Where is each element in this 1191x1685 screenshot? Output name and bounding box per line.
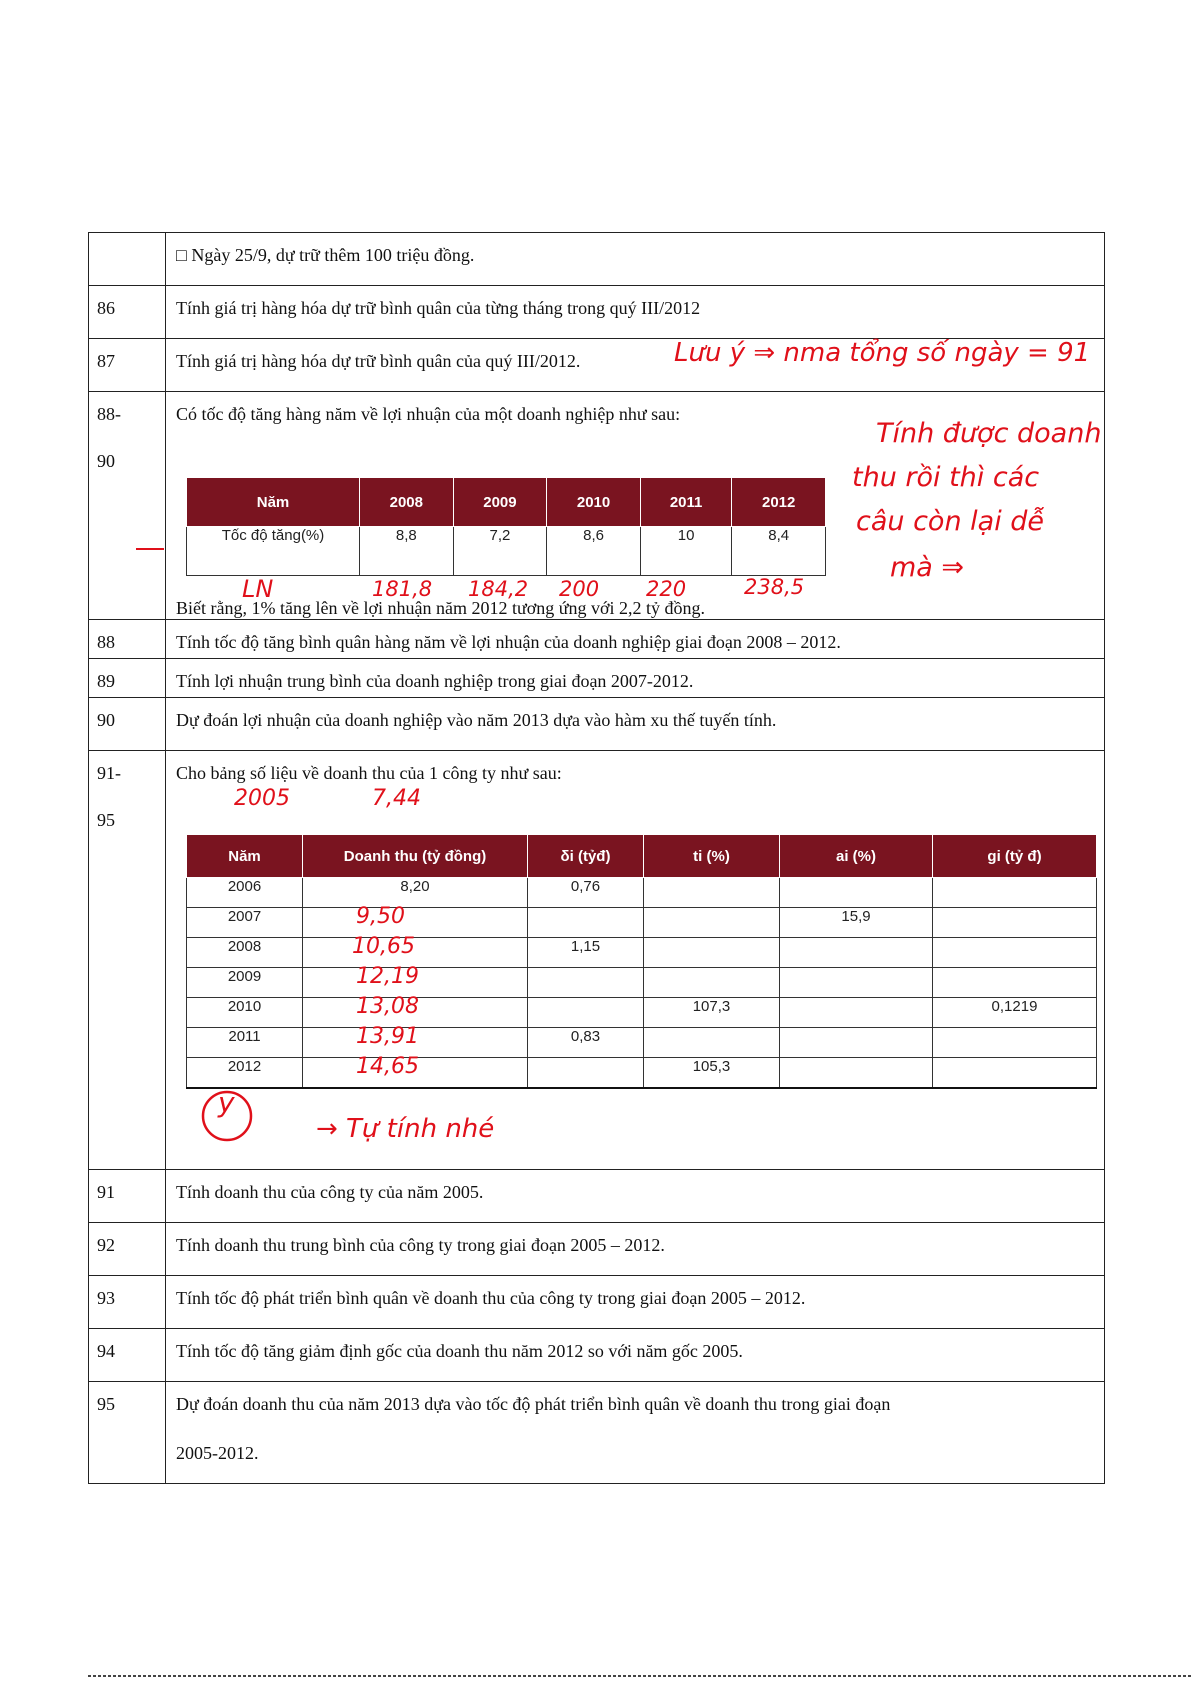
revenue-row — [187, 878, 1097, 908]
handwritten-revenue: 13,91 — [356, 1024, 419, 1049]
profit-header-row — [187, 478, 826, 527]
table-row — [89, 620, 1105, 659]
row-number: 92 — [89, 1223, 166, 1276]
handwritten-ln-value: 200 — [559, 577, 600, 601]
data-cell: 8,4 — [732, 527, 826, 576]
table-row — [89, 659, 1105, 698]
header-cell: 2009 — [453, 478, 547, 527]
handwritten-ln-value: 184,2 — [468, 577, 529, 601]
data-cell: 107,3 — [644, 998, 780, 1028]
row-text-line: Dự đoán doanh thu của năm 2013 dựa vào tốc độ phát triển bình quân về doanh thu trong giai đoạn — [176, 1394, 891, 1414]
header-cell: gi (tỷ đ) — [933, 835, 1097, 878]
handwritten-ln-value: 181,8 — [372, 577, 433, 601]
revenue-row — [187, 1028, 1097, 1058]
row-number — [89, 233, 166, 286]
data-cell — [933, 1058, 1097, 1089]
revenue-row — [187, 998, 1097, 1028]
data-cell: 0,76 — [528, 878, 644, 908]
header-cell: 2008 — [360, 478, 454, 527]
data-cell — [780, 968, 933, 998]
row-number: 95 — [89, 1382, 166, 1484]
data-cell: 10 — [640, 527, 731, 576]
data-cell: 2012 — [187, 1058, 303, 1089]
data-cell: 2006 — [187, 878, 303, 908]
header-cell: Doanh thu (tỷ đồng) — [303, 835, 528, 878]
revenue-row — [187, 908, 1097, 938]
handwritten-note-87: Lưu ý ⇒ nma tổng số ngày = 91 — [674, 338, 1091, 368]
data-cell — [644, 878, 780, 908]
row-text: Tính doanh thu trung bình của công ty trong giai đoạn 2005 – 2012. — [166, 1223, 1105, 1276]
row-text-line: 2005-2012. — [176, 1443, 259, 1463]
data-cell — [933, 968, 1097, 998]
row-text: Dự đoán lợi nhuận của doanh nghiệp vào năm 2013 dựa vào hàm xu thế tuyến tính. — [166, 698, 1105, 751]
data-cell — [644, 938, 780, 968]
handwritten-revenue: 14,65 — [356, 1054, 419, 1079]
row-number-start: 91- — [97, 763, 121, 783]
row-number: 87 — [89, 339, 166, 392]
table-row — [89, 698, 1105, 751]
table-row — [89, 233, 1105, 286]
row-number: 88 — [89, 620, 166, 659]
profit-note: Biết rằng, 1% tăng lên về lợi nhuận năm 2012 tương ứng với 2,2 tỷ đồng. — [176, 598, 705, 618]
revenue-row — [187, 1058, 1097, 1089]
handwritten-note-line: thu rồi thì các — [852, 462, 1040, 493]
data-cell — [780, 1058, 933, 1089]
revenue-figure — [176, 784, 1104, 1169]
row-number: 86 — [89, 286, 166, 339]
handwritten-circled-y: y — [218, 1086, 235, 1119]
data-cell — [644, 908, 780, 938]
data-cell — [933, 1028, 1097, 1058]
data-cell: 15,9 — [780, 908, 933, 938]
row-text: Tính tốc độ tăng bình quân hàng năm về lợi nhuận của doanh nghiệp giai đoạn 2008 – 2012. — [166, 620, 1105, 659]
header-cell: ti (%) — [644, 835, 780, 878]
data-cell — [528, 908, 644, 938]
header-cell: 2011 — [640, 478, 731, 527]
profit-data-row — [187, 527, 826, 576]
handwritten-revenue: 10,65 — [352, 934, 415, 959]
row-text: Tính tốc độ phát triển bình quân về doanh thu của công ty trong giai đoạn 2005 – 2012. — [166, 1276, 1105, 1329]
table-row — [89, 1276, 1105, 1329]
data-cell: 2008 — [187, 938, 303, 968]
data-cell — [644, 1028, 780, 1058]
handwritten-year-2005: 2005 — [234, 786, 290, 811]
row-text: Tính giá trị hàng hóa dự trữ bình quân của từng tháng trong quý III/2012 — [166, 286, 1105, 339]
revenue-row — [187, 938, 1097, 968]
data-cell — [303, 938, 528, 968]
row-number-end: 95 — [97, 810, 115, 830]
row-number: 90 — [89, 698, 166, 751]
header-cell: 2012 — [732, 478, 826, 527]
revenue-row — [187, 968, 1097, 998]
table-row-revenue-block — [89, 751, 1105, 1170]
handwritten-revenue: 13,08 — [356, 994, 419, 1019]
row-text — [166, 1382, 1105, 1484]
row-text: Tính doanh thu của công ty của năm 2005. — [166, 1170, 1105, 1223]
header-cell: 2010 — [547, 478, 641, 527]
data-cell — [528, 968, 644, 998]
row-number — [89, 751, 166, 1170]
data-cell: 2009 — [187, 968, 303, 998]
table-row — [89, 1223, 1105, 1276]
row-number: 91 — [89, 1170, 166, 1223]
handwritten-note-line: mà ⇒ — [890, 552, 965, 583]
data-cell: Tốc độ tăng(%) — [187, 527, 360, 576]
data-cell: 2011 — [187, 1028, 303, 1058]
handwritten-self-calc-note: → Tự tính nhé — [316, 1114, 495, 1144]
data-cell — [528, 1058, 644, 1089]
data-cell: 105,3 — [644, 1058, 780, 1089]
profit-growth-table — [186, 477, 826, 576]
data-cell: 8,6 — [547, 527, 641, 576]
header-cell: ai (%) — [780, 835, 933, 878]
row-text: Tính giá trị hàng hóa dự trữ bình quân của quý III/2012. — [166, 339, 1105, 392]
header-cell: Năm — [187, 835, 303, 878]
data-cell — [303, 908, 528, 938]
handwritten-ln-value: 220 — [646, 577, 687, 601]
data-cell: 1,15 — [528, 938, 644, 968]
data-cell: 2007 — [187, 908, 303, 938]
revenue-intro: Cho bảng số liệu về doanh thu của 1 công ty như sau: — [176, 763, 562, 783]
data-cell: 8,8 — [360, 527, 454, 576]
data-cell: 8,20 — [303, 878, 528, 908]
row-number — [89, 392, 166, 620]
row-number-end: 90 — [97, 451, 115, 471]
header-cell: Năm — [187, 478, 360, 527]
profit-intro: Có tốc độ tăng hàng năm về lợi nhuận của một doanh nghiệp như sau: — [176, 404, 681, 424]
data-cell: 7,2 — [453, 527, 547, 576]
revenue-block — [166, 751, 1105, 1170]
row-number: 93 — [89, 1276, 166, 1329]
data-cell — [933, 878, 1097, 908]
data-cell — [933, 938, 1097, 968]
row-number: 89 — [89, 659, 166, 698]
table-row — [89, 1170, 1105, 1223]
table-row — [89, 286, 1105, 339]
data-cell — [780, 878, 933, 908]
data-cell — [780, 1028, 933, 1058]
data-cell — [644, 968, 780, 998]
handwritten-ln-value: 238,5 — [744, 575, 805, 599]
data-cell — [780, 998, 933, 1028]
row-text: Tính lợi nhuận trung bình của doanh nghiệp trong giai đoạn 2007-2012. — [166, 659, 1105, 698]
table-row — [89, 1382, 1105, 1484]
revenue-header-row — [187, 835, 1097, 878]
row-text: Tính tốc độ tăng giảm định gốc của doanh thu năm 2012 so với năm gốc 2005. — [166, 1329, 1105, 1382]
handwritten-value-2005: 7,44 — [372, 786, 421, 811]
handwritten-ln-label: LN — [242, 575, 274, 603]
data-cell — [528, 998, 644, 1028]
row-number: 94 — [89, 1329, 166, 1382]
header-cell: δi (tỷđ) — [528, 835, 644, 878]
revenue-table — [186, 834, 1097, 1089]
data-cell — [933, 908, 1097, 938]
data-cell: 0,1219 — [933, 998, 1097, 1028]
data-cell — [780, 938, 933, 968]
row-number-start: 88- — [97, 404, 121, 424]
table-row — [89, 1329, 1105, 1382]
handwritten-note-line: câu còn lại dễ — [856, 506, 1045, 537]
handwritten-note-line: Tính được doanh — [876, 418, 1102, 449]
handwritten-revenue: 9,50 — [356, 904, 405, 929]
data-cell: 0,83 — [528, 1028, 644, 1058]
data-cell: 2010 — [187, 998, 303, 1028]
row-text: □ Ngày 25/9, dự trữ thêm 100 triệu đồng. — [166, 233, 1105, 286]
handwritten-revenue: 12,19 — [356, 964, 419, 989]
